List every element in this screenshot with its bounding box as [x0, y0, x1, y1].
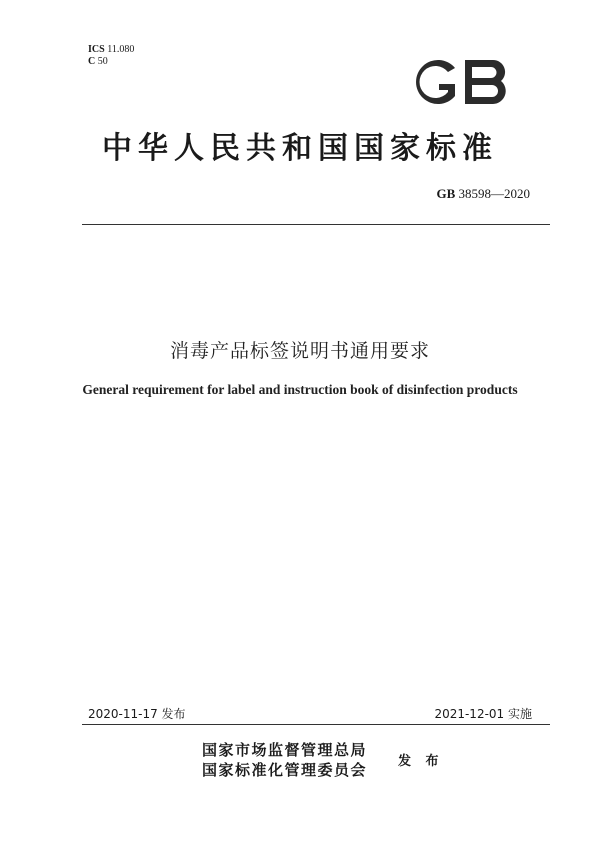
footer-divider — [82, 724, 550, 725]
code-number: 38598—2020 — [458, 186, 530, 201]
standard-code — [436, 186, 530, 202]
national-standard-title: 中华人民共和国国家标准 — [102, 131, 498, 166]
ics-value: 11.080 — [107, 44, 135, 55]
logo-letter-b — [465, 60, 506, 104]
publish-label: 发 布 — [398, 754, 444, 769]
issuer-sac: 国家标准化管理委员会 — [202, 761, 368, 779]
ccs-line — [88, 56, 134, 68]
implement-date: 2021-12-01 实施 — [434, 707, 532, 721]
ccs-value: 50 — [97, 56, 108, 67]
ics-label: ICS — [88, 44, 105, 55]
document-title-cn: 消毒产品标签说明书通用要求 — [169, 340, 430, 362]
ics-line — [88, 44, 134, 56]
classification-codes — [88, 44, 134, 68]
issue-date: 2020-11-17 发布 — [88, 707, 186, 721]
ccs-label: C — [88, 56, 96, 67]
issuing-authorities — [202, 740, 367, 780]
header-divider — [82, 224, 550, 225]
gb-logo-icon — [405, 54, 517, 110]
document-title-en: General requirement for label and instruction book of disinfection products — [82, 382, 518, 397]
issuer-samr: 国家市场监督管理总局 — [202, 741, 368, 759]
gb-logo-graphic — [405, 54, 517, 110]
logo-letter-g — [416, 60, 455, 104]
code-prefix: GB — [436, 186, 456, 201]
